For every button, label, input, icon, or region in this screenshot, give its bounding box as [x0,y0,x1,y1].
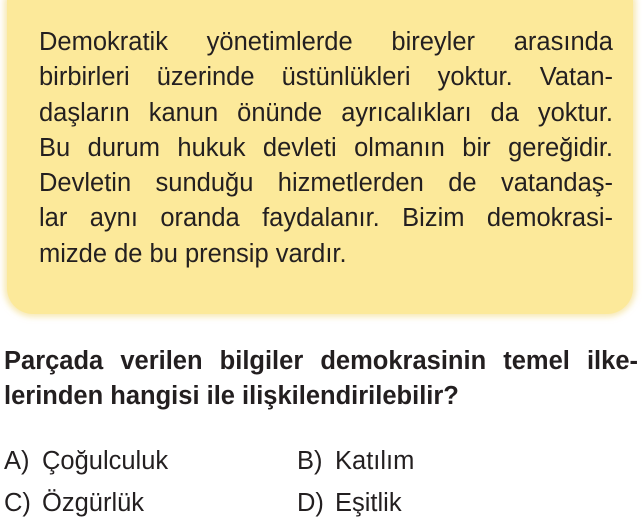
question-line: lerinden hangisi ile ilişkilendirilebilir? [4,382,459,410]
passage-line: daşların kanun önünde ayrıcalıkları da yoktur. [39,98,613,127]
question-line: Parçada verilen bilgiler demokrasinin temel ilke- [4,347,638,375]
passage-text [39,25,613,272]
passage-line: Bu durum hukuk devleti olmanın bir gereğidir. [39,133,613,162]
option-letter: C) [4,489,31,517]
option-label: Özgürlük [42,489,145,517]
passage-line: Devletin sunduğu hizmetlerden de vatandaş- [39,169,613,198]
option-c[interactable] [4,488,144,518]
option-letter: A) [4,447,30,475]
option-label: Eşitlik [335,489,402,517]
option-b[interactable] [297,446,414,476]
option-label: Çoğulculuk [42,447,169,475]
question-text [4,344,638,414]
passage-line: mizde de bu prensip vardır. [39,239,347,268]
passage-line: birbirleri üzerinde üstünlükleri yoktur. Vatan- [39,63,613,92]
option-d[interactable] [297,488,402,518]
option-letter: D) [297,489,324,517]
passage-box [7,0,633,314]
option-a[interactable] [4,446,168,476]
option-letter: B) [297,447,323,475]
passage-line: Demokratik yönetimlerde bireyler arasında [39,28,613,56]
passage-line: lar aynı oranda faydalanır. Bizim demokrasi- [39,204,613,233]
option-label: Katılım [335,447,415,475]
